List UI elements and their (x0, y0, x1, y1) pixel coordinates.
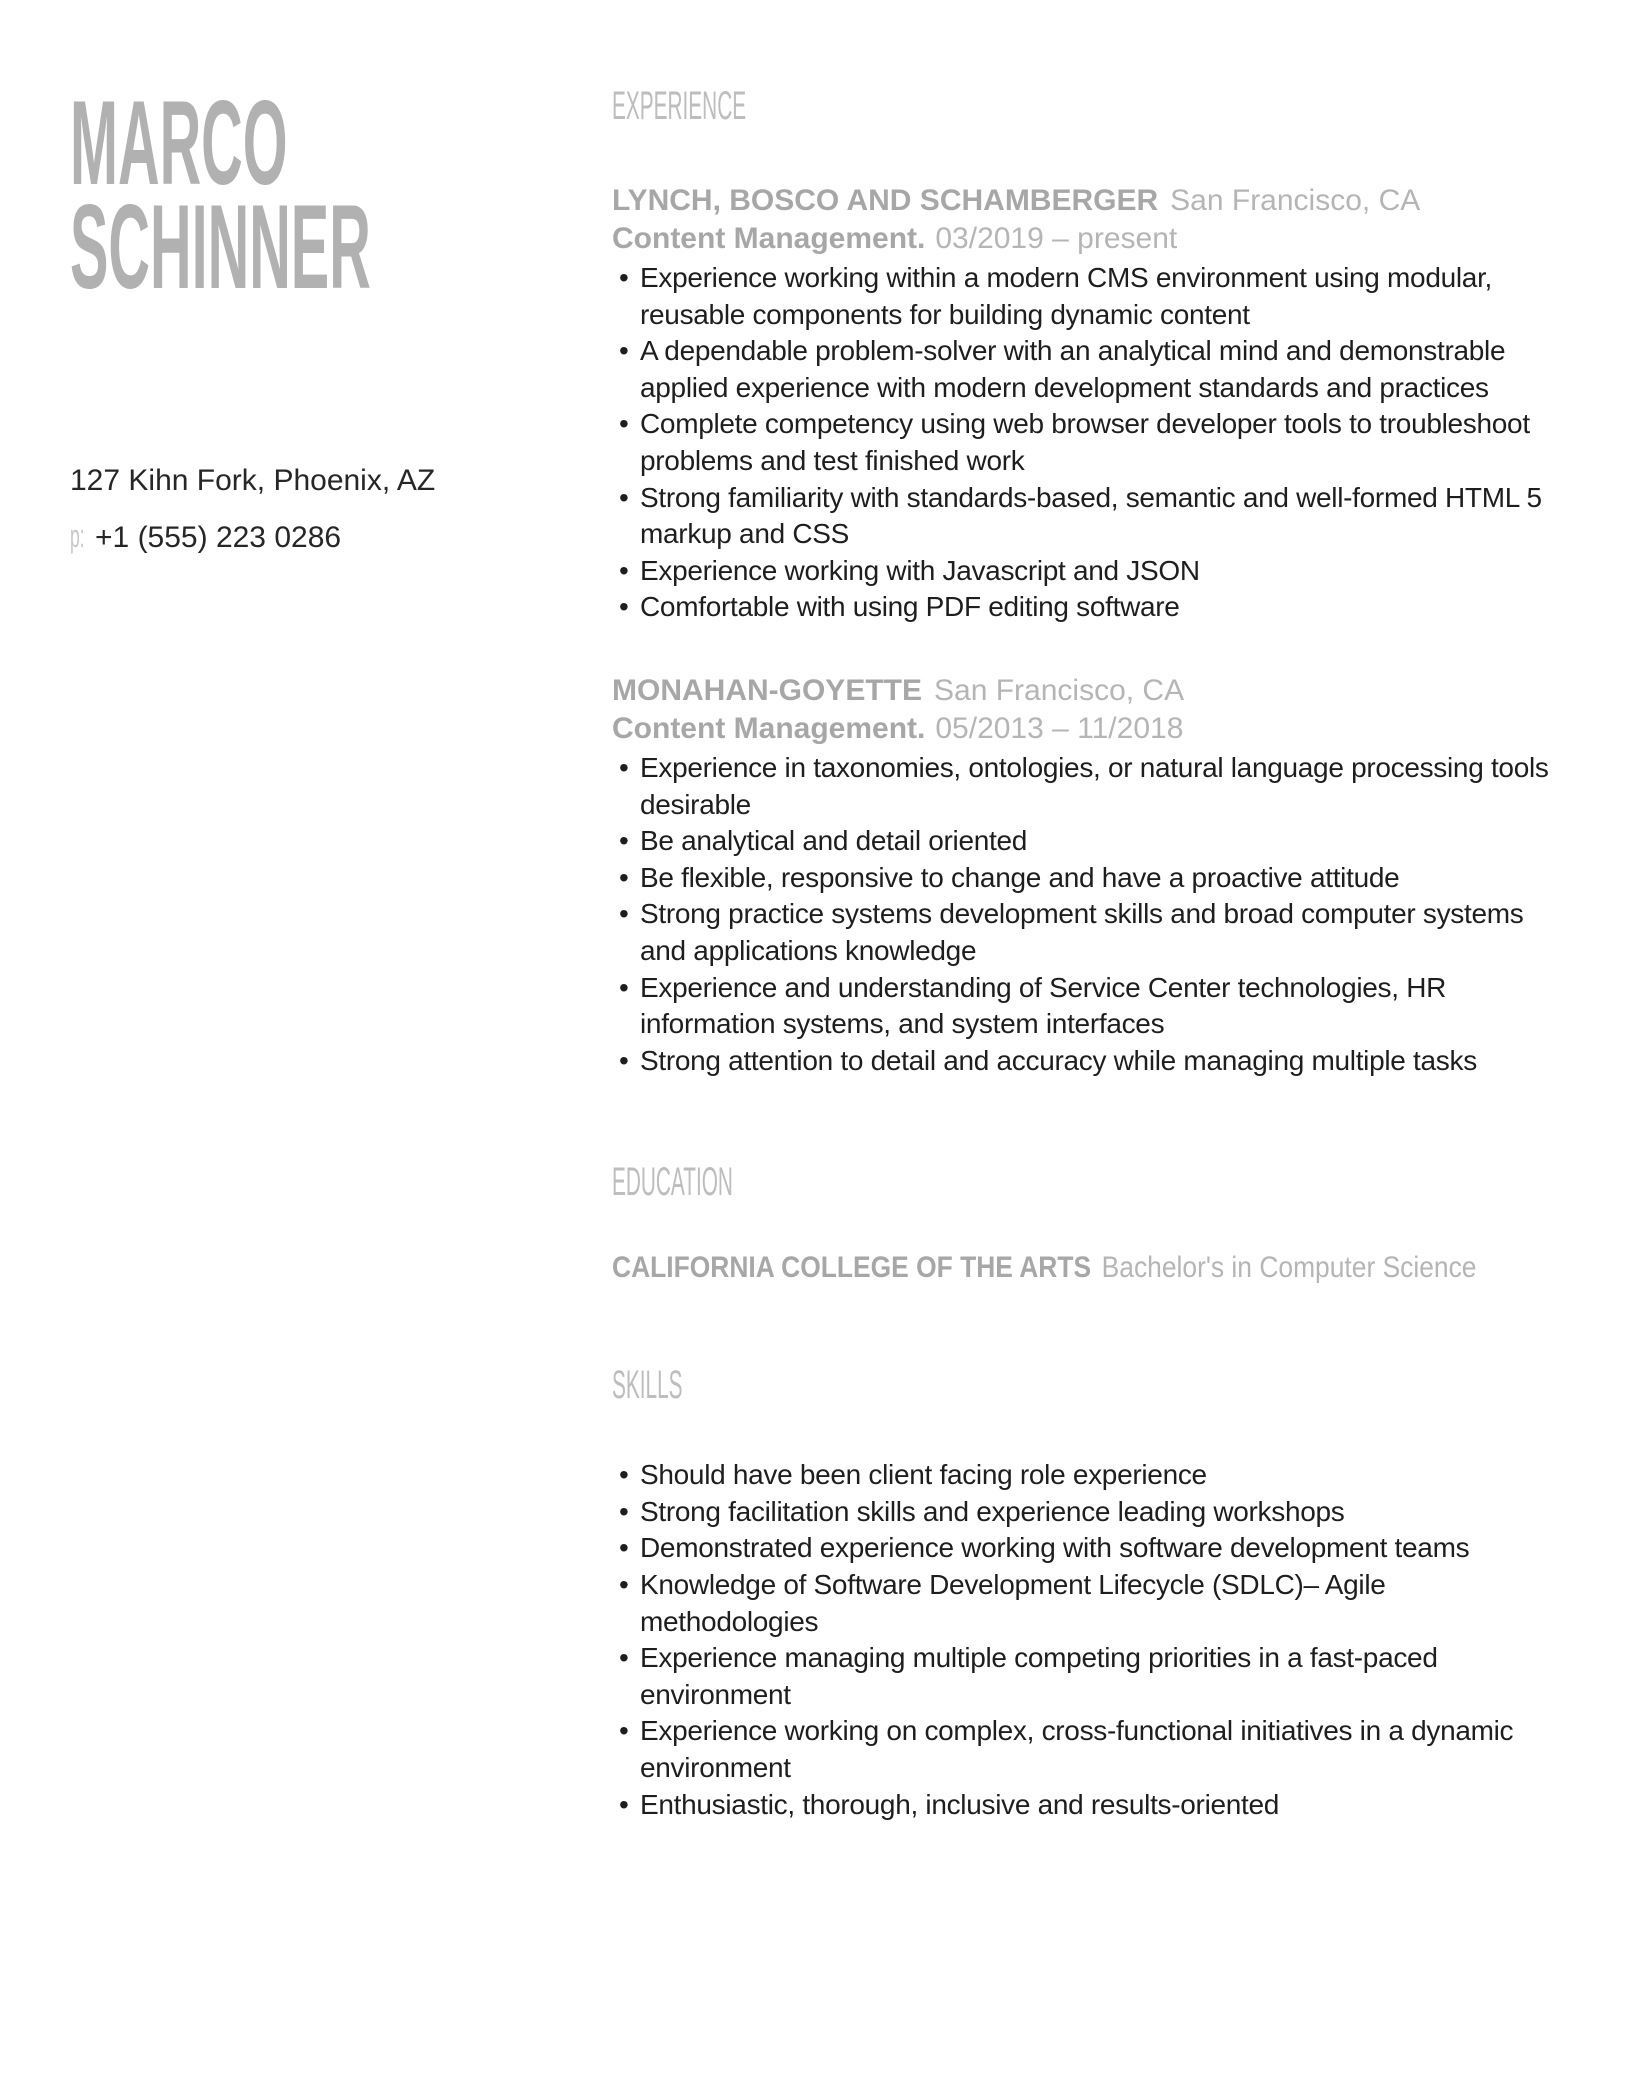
contact-info (70, 462, 612, 557)
skills-bullet-list (612, 1457, 1564, 1823)
job-2-subheader (612, 710, 1632, 748)
bullet-item: • Knowledge of Software Development Lifecycle (SDLC)– Agile methodologies (640, 1567, 1564, 1640)
candidate-last-name: SCHINNER (70, 180, 371, 314)
job-1-location: San Francisco, CA (1170, 184, 1421, 217)
job-1-company: LYNCH, BOSCO AND SCHAMBERGER (612, 184, 1159, 217)
bullet-item: • Strong practice systems development skills and broad computer systems and applications knowledge (640, 896, 1564, 969)
bullet-item: • Enthusiastic, thorough, inclusive and results-oriented (640, 1787, 1564, 1824)
bullet-item: • Experience and understanding of Service Center technologies, HR information systems, and system interfaces (640, 970, 1564, 1043)
job-1-header (612, 182, 1632, 220)
education-section-title: EDUCATION (612, 1160, 733, 1205)
bullet-item: • Be analytical and detail oriented (640, 823, 1564, 860)
bullet-item: • A dependable problem-solver with an analytical mind and demonstrable applied experience with modern development standards and practices (640, 333, 1564, 406)
job-2-bullet-list (612, 750, 1564, 1079)
experience-section-title: EXPERIENCE (612, 84, 747, 128)
job-1-role: Content Management. (612, 222, 926, 255)
bullet-item: • Experience in taxonomies, ontologies, or natural language processing tools desirable (640, 750, 1564, 823)
school-name: CALIFORNIA COLLEGE OF THE ARTS (612, 1251, 1092, 1285)
experience-section (612, 86, 1632, 1079)
job-entry-1 (612, 182, 1632, 626)
bullet-item: • Strong attention to detail and accuracy while managing multiple tasks (640, 1043, 1564, 1080)
bullet-item: • Comfortable with using PDF editing software (640, 589, 1564, 626)
bullet-item: • Strong familiarity with standards-based, semantic and well-formed HTML 5 markup and CSS (640, 480, 1564, 553)
bullet-item: • Strong facilitation skills and experience leading workshops (640, 1494, 1564, 1531)
bullet-item: • Complete competency using web browser developer tools to troubleshoot problems and test finished work (640, 406, 1564, 479)
phone-number: +1 (555) 223 0286 (95, 521, 342, 554)
bullet-item: • Demonstrated experience working with software development teams (640, 1530, 1564, 1567)
job-1-subheader (612, 220, 1632, 258)
bullet-item: • Be flexible, responsive to change and have a proactive attitude (640, 860, 1564, 897)
phone-label: p: (70, 518, 85, 554)
skills-section-title: SKILLS (612, 1363, 683, 1408)
bullet-item: • Should have been client facing role experience (640, 1457, 1564, 1494)
job-2-header (612, 672, 1632, 710)
bullet-item: • Experience managing multiple competing priorities in a fast-paced environment (640, 1640, 1564, 1713)
education-section (612, 1162, 1632, 1287)
job-1-bullet-list (612, 260, 1564, 626)
skills-section (612, 1365, 1632, 1823)
phone-row (70, 517, 612, 557)
candidate-first-name: MARCO (70, 76, 288, 210)
job-2-dates: 05/2013 – 11/2018 (935, 711, 1184, 745)
job-2-location: San Francisco, CA (934, 673, 1185, 707)
address-text: 127 Kihn Fork, Phoenix, AZ (70, 464, 436, 497)
job-entry-2 (612, 672, 1632, 1079)
job-2-role: Content Management. (612, 711, 926, 745)
main-content (612, 0, 1632, 2098)
bullet-item: • Experience working with Javascript and JSON (640, 553, 1564, 590)
bullet-item: • Experience working within a modern CMS environment using modular, reusable components for building dynamic content (640, 260, 1564, 333)
education-entry (612, 1249, 1510, 1287)
job-1-dates: 03/2019 – present (935, 222, 1178, 255)
sidebar (0, 0, 612, 2098)
degree-name: Bachelor's in Computer Science (1101, 1251, 1477, 1285)
candidate-name (70, 76, 371, 314)
job-2-company: MONAHAN-GOYETTE (612, 673, 922, 707)
bullet-item: • Experience working on complex, cross-functional initiatives in a dynamic environment (640, 1713, 1564, 1786)
